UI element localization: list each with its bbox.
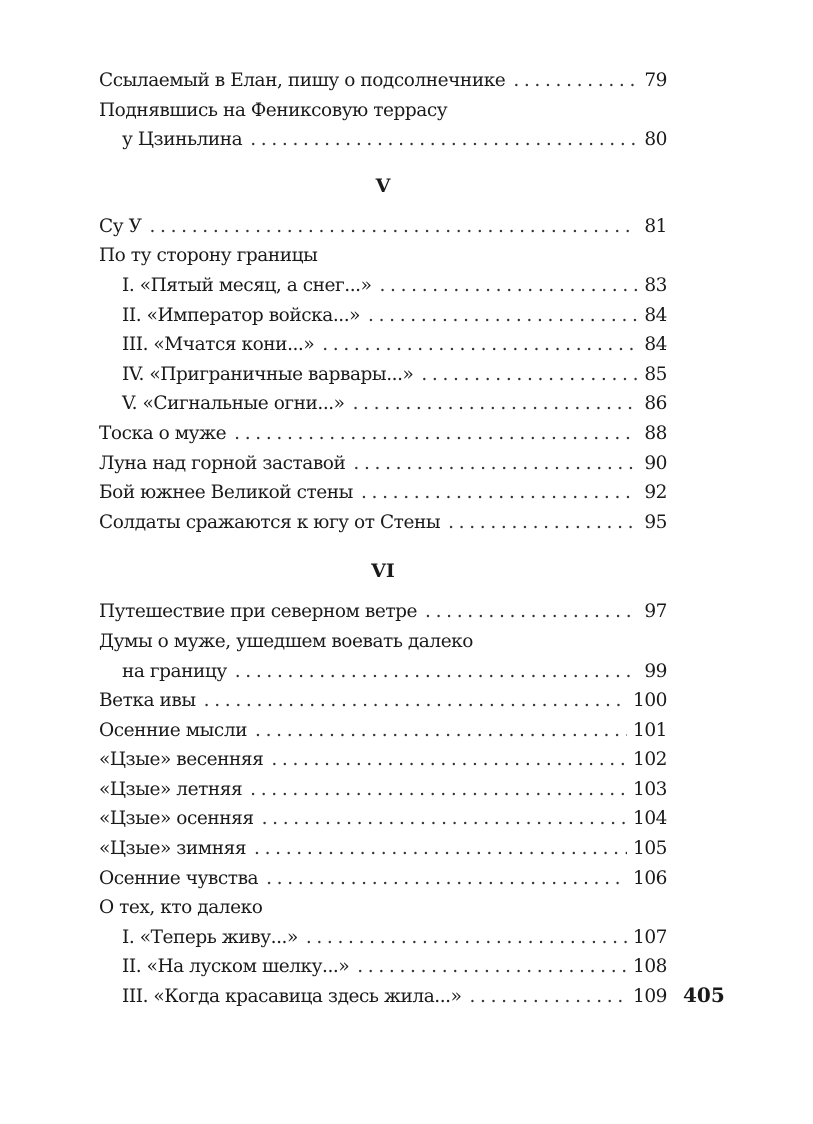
- toc-entry: [99, 804, 667, 834]
- dot-leader: [448, 508, 637, 538]
- dot-leader: [254, 834, 627, 864]
- toc-entry-title: Думы о муже, ушедшем воевать далеко: [99, 630, 473, 652]
- toc-entry-page: 81: [644, 215, 667, 237]
- toc-entry-title: Солдаты сражаются к югу от Стены: [99, 511, 441, 533]
- toc-entry-title: Ссылаемый в Елан, пишу о подсолнечнике: [99, 70, 506, 91]
- toc-entry: [99, 775, 667, 805]
- toc-entry-page: 97: [644, 601, 667, 623]
- toc-entry-title: Осенние чувства: [99, 867, 259, 889]
- dot-leader: [271, 745, 627, 775]
- toc-entry-title: О тех, кто далеко: [99, 897, 263, 919]
- toc-entry-title: Ветка ивы: [99, 690, 196, 712]
- dot-leader: [353, 449, 637, 479]
- dot-leader: [266, 864, 627, 894]
- toc-entry-page: 105: [633, 838, 667, 860]
- toc-entry-title: По ту сторону границы: [99, 245, 318, 267]
- toc-entry-title: «Цзые» зимняя: [99, 838, 247, 860]
- dot-leader: [250, 775, 627, 805]
- toc-entry: [99, 419, 667, 449]
- dot-leader: [361, 478, 637, 508]
- toc-entry: [99, 627, 667, 657]
- toc-entry-page: 95: [644, 511, 667, 533]
- toc-entry-title: III. «Мчатся кони...»: [122, 334, 315, 356]
- toc-entry-title: Луна над горной заставой: [99, 452, 346, 474]
- dot-leader: [235, 657, 637, 687]
- toc-entry: [99, 271, 667, 301]
- toc-entry: [99, 716, 667, 746]
- toc-entry-title: I. «Пятый месяц, а снег...»: [122, 274, 372, 296]
- toc-entry-page: 107: [633, 926, 667, 948]
- toc-entry: [99, 982, 667, 1012]
- toc-entry: [99, 893, 667, 923]
- dot-leader: [353, 389, 637, 419]
- toc-entry-title: III. «Когда красавица здесь жила...»: [122, 986, 462, 1008]
- toc-entry-title: Поднявшись на Фениксовую террасу: [99, 99, 448, 121]
- toc-entry: [99, 864, 667, 894]
- toc-entry-title: V. «Сигнальные огни...»: [122, 393, 345, 415]
- toc-entry-page: 108: [633, 956, 667, 978]
- dot-leader: [255, 716, 627, 746]
- dot-leader: [513, 66, 637, 96]
- toc-entry: [99, 125, 667, 155]
- toc-entry-page: 92: [644, 482, 667, 504]
- toc-entry-page: 88: [644, 422, 667, 444]
- toc-block-top: [99, 66, 667, 155]
- toc-entry: [99, 301, 667, 331]
- dot-leader: [368, 301, 637, 331]
- toc-entry-page: 84: [644, 334, 667, 356]
- toc-entry-page: 106: [633, 867, 667, 889]
- toc-entry-page: 101: [633, 719, 667, 741]
- toc-entry: [99, 952, 667, 982]
- table-of-contents: [99, 66, 667, 1012]
- toc-entry-title: «Цзые» весенняя: [99, 749, 264, 771]
- toc-entry: [99, 657, 667, 687]
- toc-entry: [99, 389, 667, 419]
- toc-entry: [99, 449, 667, 479]
- toc-entry-title: «Цзые» летняя: [99, 778, 243, 800]
- toc-entry-title: I. «Теперь живу...»: [122, 926, 298, 948]
- toc-entry: [99, 212, 667, 242]
- dot-leader: [357, 952, 627, 982]
- toc-entry-title: на границу: [122, 660, 227, 682]
- section-heading-v: V: [375, 174, 391, 197]
- toc-entry-page: 103: [633, 778, 667, 800]
- toc-entry: [99, 745, 667, 775]
- page-number: 405: [683, 983, 725, 1007]
- section-heading-vi: VI: [371, 560, 395, 583]
- dot-leader: [262, 804, 627, 834]
- toc-entry-page: 84: [644, 304, 667, 326]
- toc-entry-title: Тоска о муже: [99, 422, 227, 444]
- toc-entry-title: у Цзиньлина: [122, 129, 243, 151]
- toc-entry-page: 100: [633, 690, 667, 712]
- toc-entry: [99, 478, 667, 508]
- dot-leader: [234, 419, 637, 449]
- toc-entry-page: 83: [644, 274, 667, 296]
- toc-entry-page: 109: [633, 986, 667, 1008]
- toc-entry: [99, 597, 667, 627]
- toc-entry: [99, 360, 667, 390]
- toc-entry-title: Бой южнее Великой стены: [99, 482, 353, 504]
- toc-entry-title: Путешествие при северном ветре: [99, 601, 418, 623]
- dot-leader: [306, 923, 627, 953]
- toc-entry-page: 104: [633, 808, 667, 830]
- dot-leader: [379, 271, 637, 301]
- toc-entry-title: Су У: [99, 215, 142, 237]
- toc-entry-title: «Цзые» осенняя: [99, 808, 254, 830]
- dot-leader: [250, 125, 637, 155]
- toc-entry: [99, 923, 667, 953]
- dot-leader: [425, 597, 637, 627]
- toc-entry: [99, 241, 667, 271]
- toc-entry-page: 90: [644, 452, 667, 474]
- dot-leader: [421, 360, 637, 390]
- toc-entry: [99, 508, 667, 538]
- toc-entry-page: 79: [644, 70, 667, 91]
- toc-entry-page: 80: [644, 129, 667, 151]
- dot-leader: [150, 212, 638, 242]
- toc-entry: [99, 834, 667, 864]
- toc-entry-title: II. «Император войска...»: [122, 304, 361, 326]
- toc-entry: [99, 96, 667, 126]
- toc-section-v: [99, 212, 667, 538]
- toc-entry-page: 86: [644, 393, 667, 415]
- toc-entry-title: IV. «Приграничные варвары...»: [122, 363, 414, 385]
- toc-entry-title: II. «На луском шелку...»: [122, 956, 350, 978]
- toc-entry-page: 85: [644, 363, 667, 385]
- dot-leader: [204, 686, 627, 716]
- toc-entry: [99, 66, 667, 96]
- toc-entry: [99, 330, 667, 360]
- toc-section-vi: [99, 597, 667, 1011]
- toc-entry-title: Осенние мысли: [99, 719, 248, 741]
- dot-leader: [469, 982, 627, 1012]
- toc-entry: [99, 686, 667, 716]
- dot-leader: [322, 330, 637, 360]
- toc-entry-page: 102: [633, 749, 667, 771]
- toc-entry-page: 99: [644, 660, 667, 682]
